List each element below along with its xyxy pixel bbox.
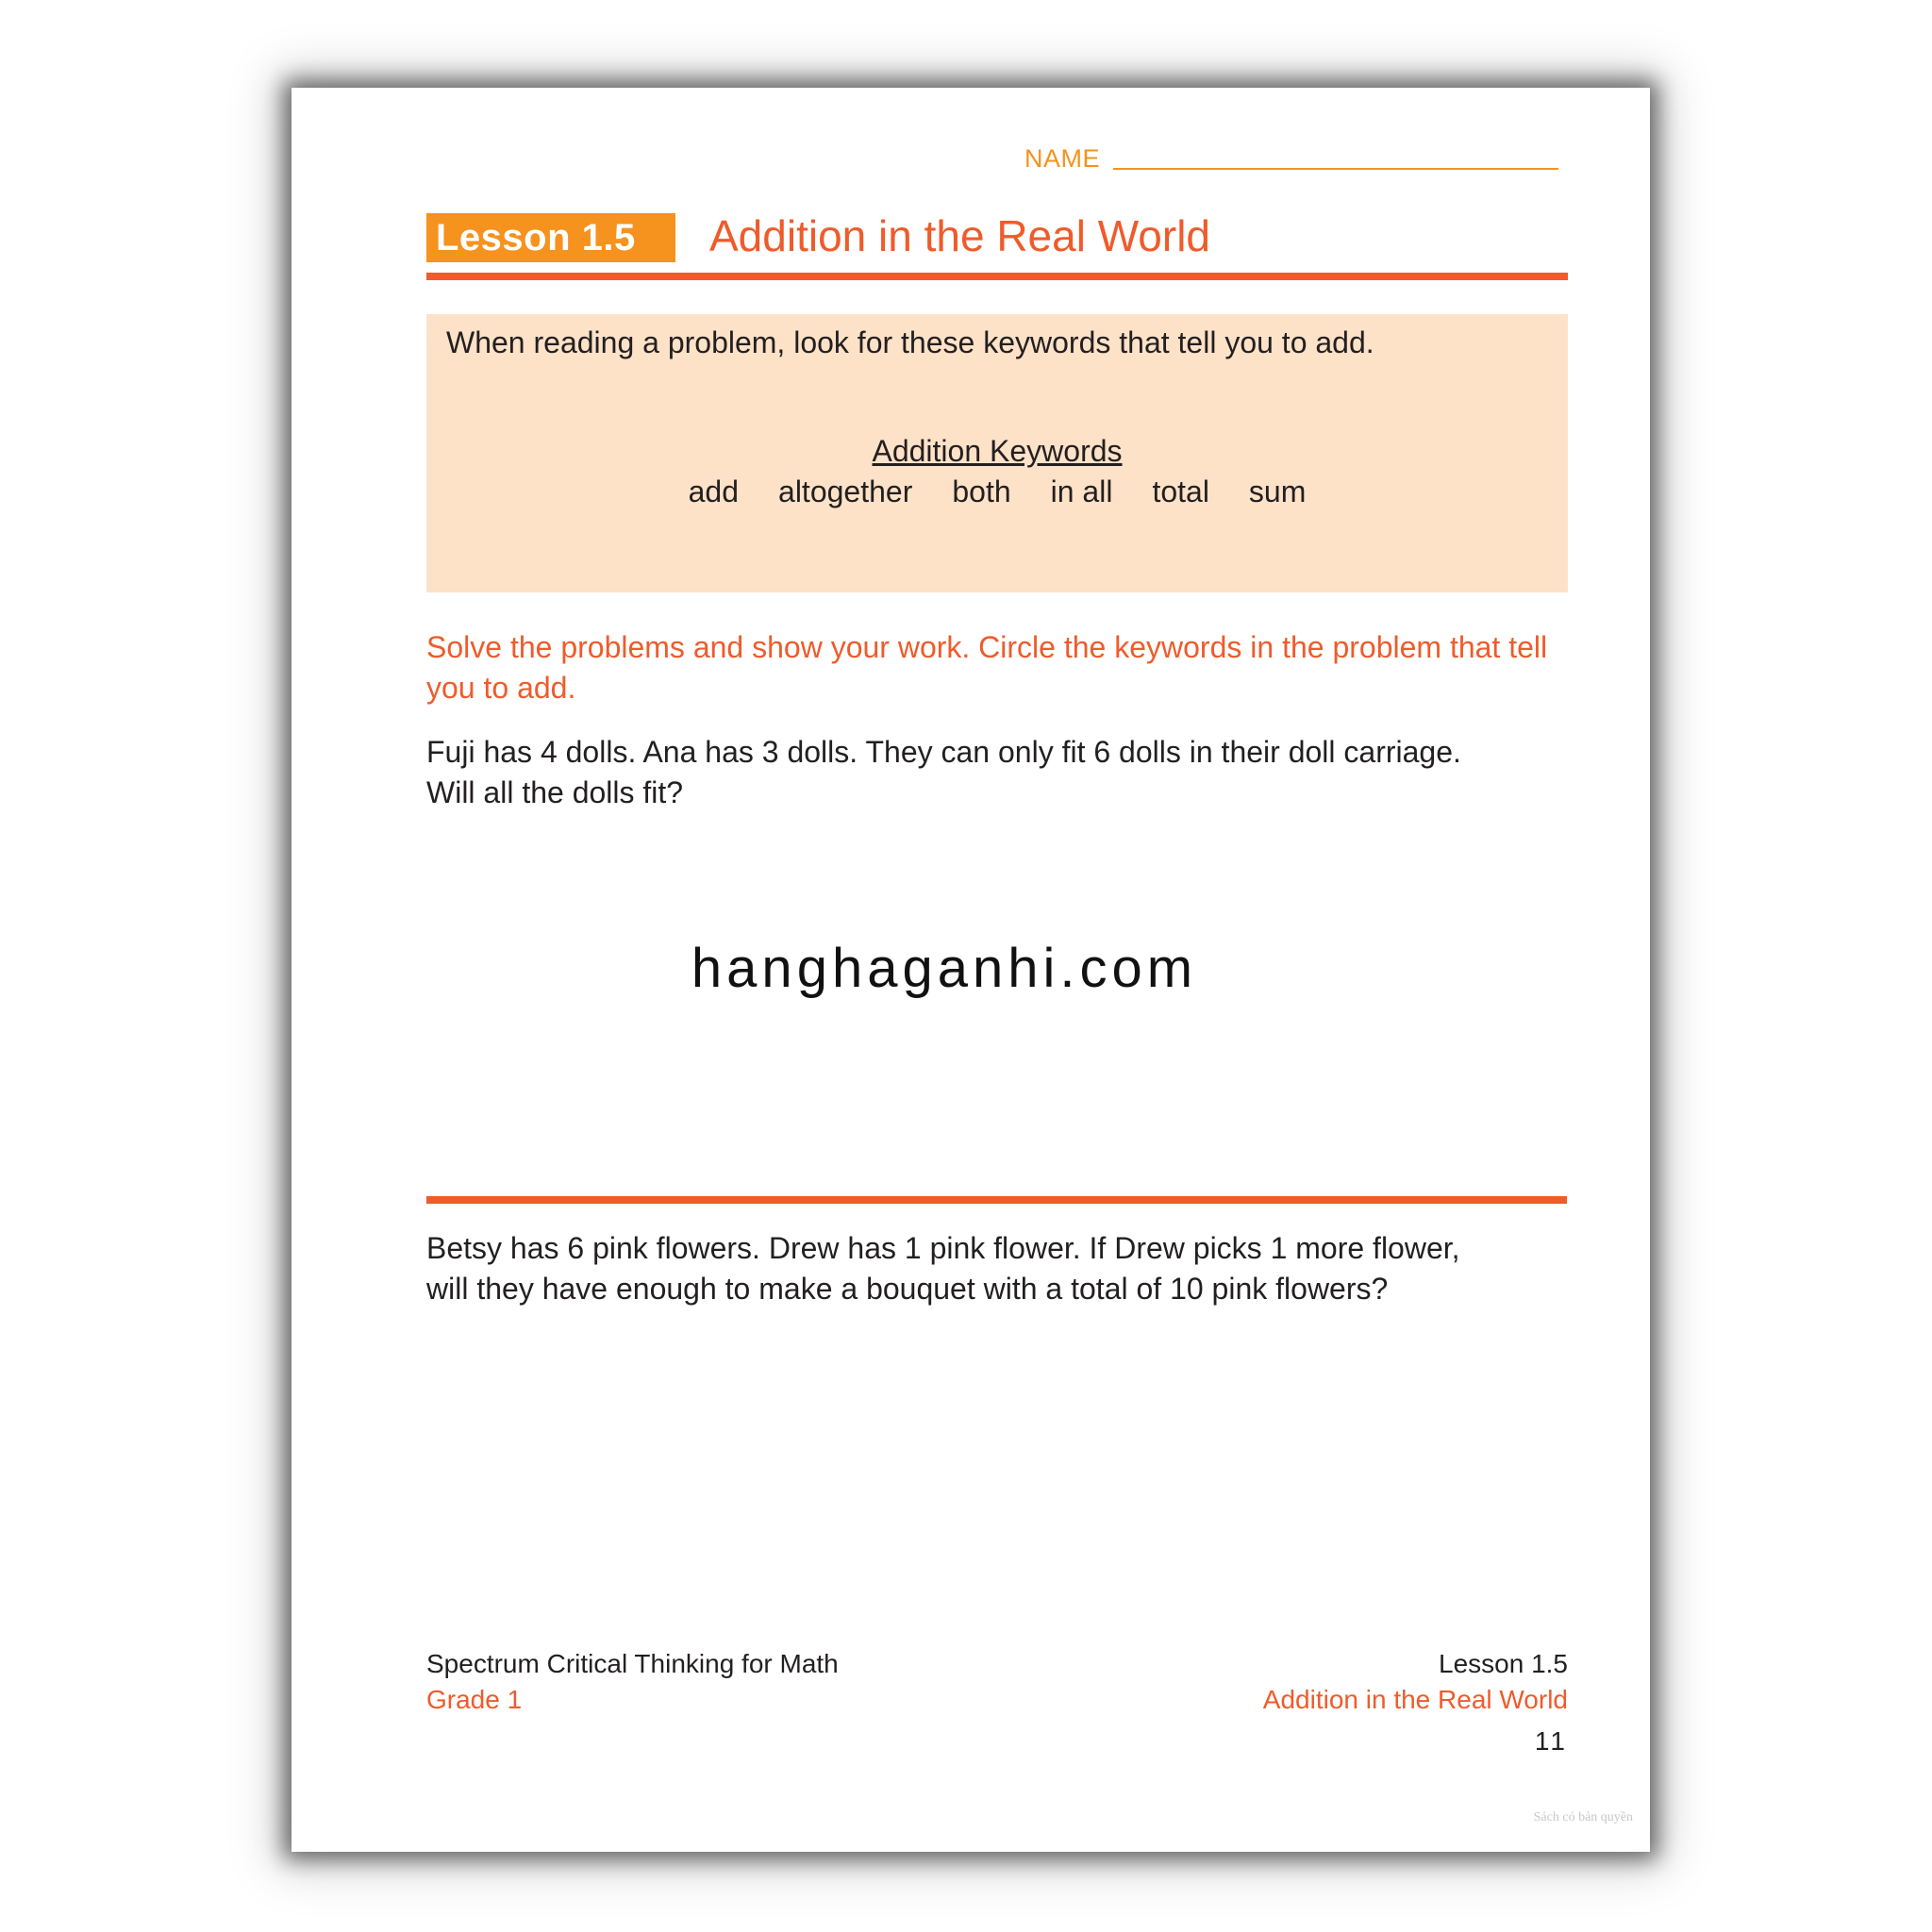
- footer-book-title: Spectrum Critical Thinking for Math: [426, 1649, 839, 1678]
- problem-divider: [426, 1196, 1567, 1204]
- copyright-note: Sách có bản quyền: [1533, 1810, 1633, 1824]
- problem-1-line-1: Fuji has 4 dolls. Ana has 3 dolls. They can only fit 6 dolls in their doll carriage.: [426, 735, 1461, 769]
- problem-1-line-2: Will all the dolls fit?: [426, 775, 684, 809]
- worksheet-page: [291, 88, 1650, 1852]
- footer-right: [1263, 1646, 1568, 1759]
- instructions: Solve the problems and show your work. Circle the keywords in the problem that tell you to add.: [426, 630, 1548, 705]
- name-field-row: [1024, 144, 1558, 174]
- lesson-title: Addition in the Real World: [709, 211, 1210, 260]
- problem-2-line-1: Betsy has 6 pink flowers. Drew has 1 pink flower. If Drew picks 1 more flower,: [426, 1231, 1460, 1265]
- lesson-badge: Lesson 1.5: [426, 213, 675, 262]
- keyword-box-intro: When reading a problem, look for these keywords that tell you to add.: [446, 325, 1374, 359]
- watermark-text: hanghaganhi.com: [691, 938, 1198, 999]
- footer-lesson-title: Addition in the Real World: [1262, 1685, 1568, 1714]
- name-label: NAME: [1024, 144, 1101, 173]
- keyword-item: add: [688, 475, 740, 508]
- title-divider: [426, 273, 1568, 280]
- problem-2: [426, 1228, 1558, 1309]
- keyword-item: in all: [1050, 475, 1113, 508]
- keywords-heading: Addition Keywords: [872, 434, 1123, 468]
- footer-grade: Grade 1: [426, 1685, 523, 1714]
- name-write-line: [1113, 162, 1558, 170]
- keywords-list: [426, 475, 1568, 509]
- problem-2-line-2: will they have enough to make a bouquet with a total of 10 pink flowers?: [426, 1272, 1389, 1306]
- problem-1: [426, 732, 1558, 813]
- footer-left: [426, 1646, 839, 1718]
- keyword-box: [426, 314, 1568, 592]
- keyword-item: both: [952, 475, 1011, 508]
- footer-lesson: Lesson 1.5: [1439, 1649, 1568, 1678]
- keyword-item: altogether: [778, 475, 913, 508]
- keyword-item: total: [1152, 475, 1209, 508]
- page-number: 11: [1534, 1726, 1568, 1756]
- keyword-item: sum: [1248, 475, 1307, 508]
